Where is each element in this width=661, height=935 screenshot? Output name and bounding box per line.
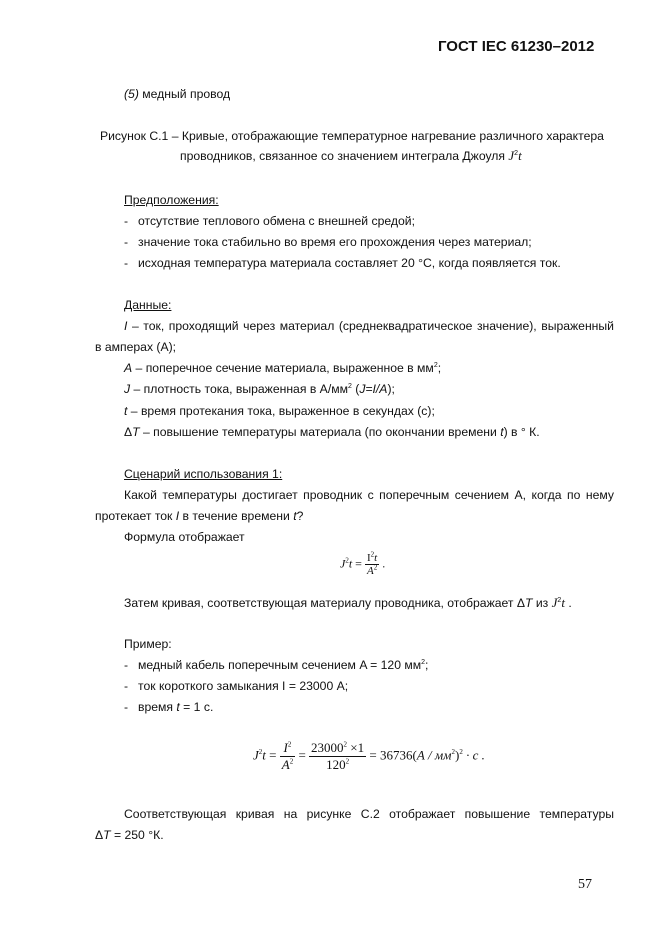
figure-caption-line2: проводников, связанное со значением интеграла Джоуля $J^2t$ bbox=[180, 148, 522, 163]
def-density: J – плотность тока, выраженная в $А/мм^2$ (J=I/A); bbox=[124, 382, 395, 396]
page-number: 57 bbox=[578, 877, 592, 892]
formula-intro: Формула отображает bbox=[124, 530, 245, 544]
scenario-question-line1: Какой температуры достигает проводник с поперечным сечением A, когда по нему bbox=[124, 488, 614, 502]
formula-joule-integral: $J^2t$ = $\frac{I^2t}{A^2}$ . bbox=[340, 550, 386, 577]
example-item: - время t = 1 с. bbox=[124, 700, 214, 714]
joule-symbol-j: J bbox=[508, 148, 515, 163]
example-item: - медный кабель поперечным сечением A = 120 $мм^2$; bbox=[124, 658, 429, 672]
then-curve-text: Затем кривая, соответствующая материалу проводника, отображает ΔT из $J^2t$ . bbox=[124, 595, 572, 610]
document-code: ГОСТ IEC 61230–2012 bbox=[438, 38, 595, 55]
item-number: (5) bbox=[124, 87, 139, 101]
def-current-cont: в амперах (А); bbox=[95, 340, 177, 354]
item-text: медный провод bbox=[138, 87, 231, 101]
joule-symbol-t: t bbox=[518, 148, 522, 163]
example-item: - ток короткого замыкания I = 23000 А; bbox=[124, 679, 349, 693]
assumptions-title: Предположения: bbox=[124, 193, 219, 207]
figure-item-5 bbox=[124, 87, 230, 101]
data-title: Данные: bbox=[124, 298, 172, 312]
scenario-title: Сценарий использования 1: bbox=[124, 467, 283, 481]
conclusion-line1: Соответствующая кривая на рисунке С.2 отображает повышение температуры bbox=[124, 807, 614, 821]
assumption-item: - значение тока стабильно во время его прохождения через материал; bbox=[124, 235, 532, 249]
def-area: A – поперечное сечение материала, выраженное в $мм^2$; bbox=[124, 361, 442, 375]
def-temp-rise: ΔT – повышение температуры материала (по окончании времени t) в ° К. bbox=[124, 425, 540, 439]
conclusion-line2: ΔT = 250 °К. bbox=[95, 828, 164, 842]
example-title: Пример: bbox=[124, 637, 172, 651]
def-time: t – время протекания тока, выраженное в секундах (с); bbox=[124, 404, 435, 418]
assumption-item: - отсутствие теплового обмена с внешней средой; bbox=[124, 214, 415, 228]
scenario-question-line2: протекает ток I в течение времени t? bbox=[95, 509, 304, 523]
assumption-item: - исходная температура материала составляет 20 °С, когда появляется ток. bbox=[124, 256, 561, 270]
figure-caption-line1: Рисунок С.1 – Кривые, отображающие температурное нагревание различного характера bbox=[100, 129, 604, 143]
def-current: I – ток, проходящий через материал (среднеквадратическое значение), выраженный bbox=[124, 319, 614, 333]
formula-example-calc: $J^2t$ = $\frac{I^2}{A^2}$ = $\frac{23000^2 \times 1}{120^2}$ = $36736(А / мм^2)^2 \cdot с$ . bbox=[253, 740, 485, 772]
